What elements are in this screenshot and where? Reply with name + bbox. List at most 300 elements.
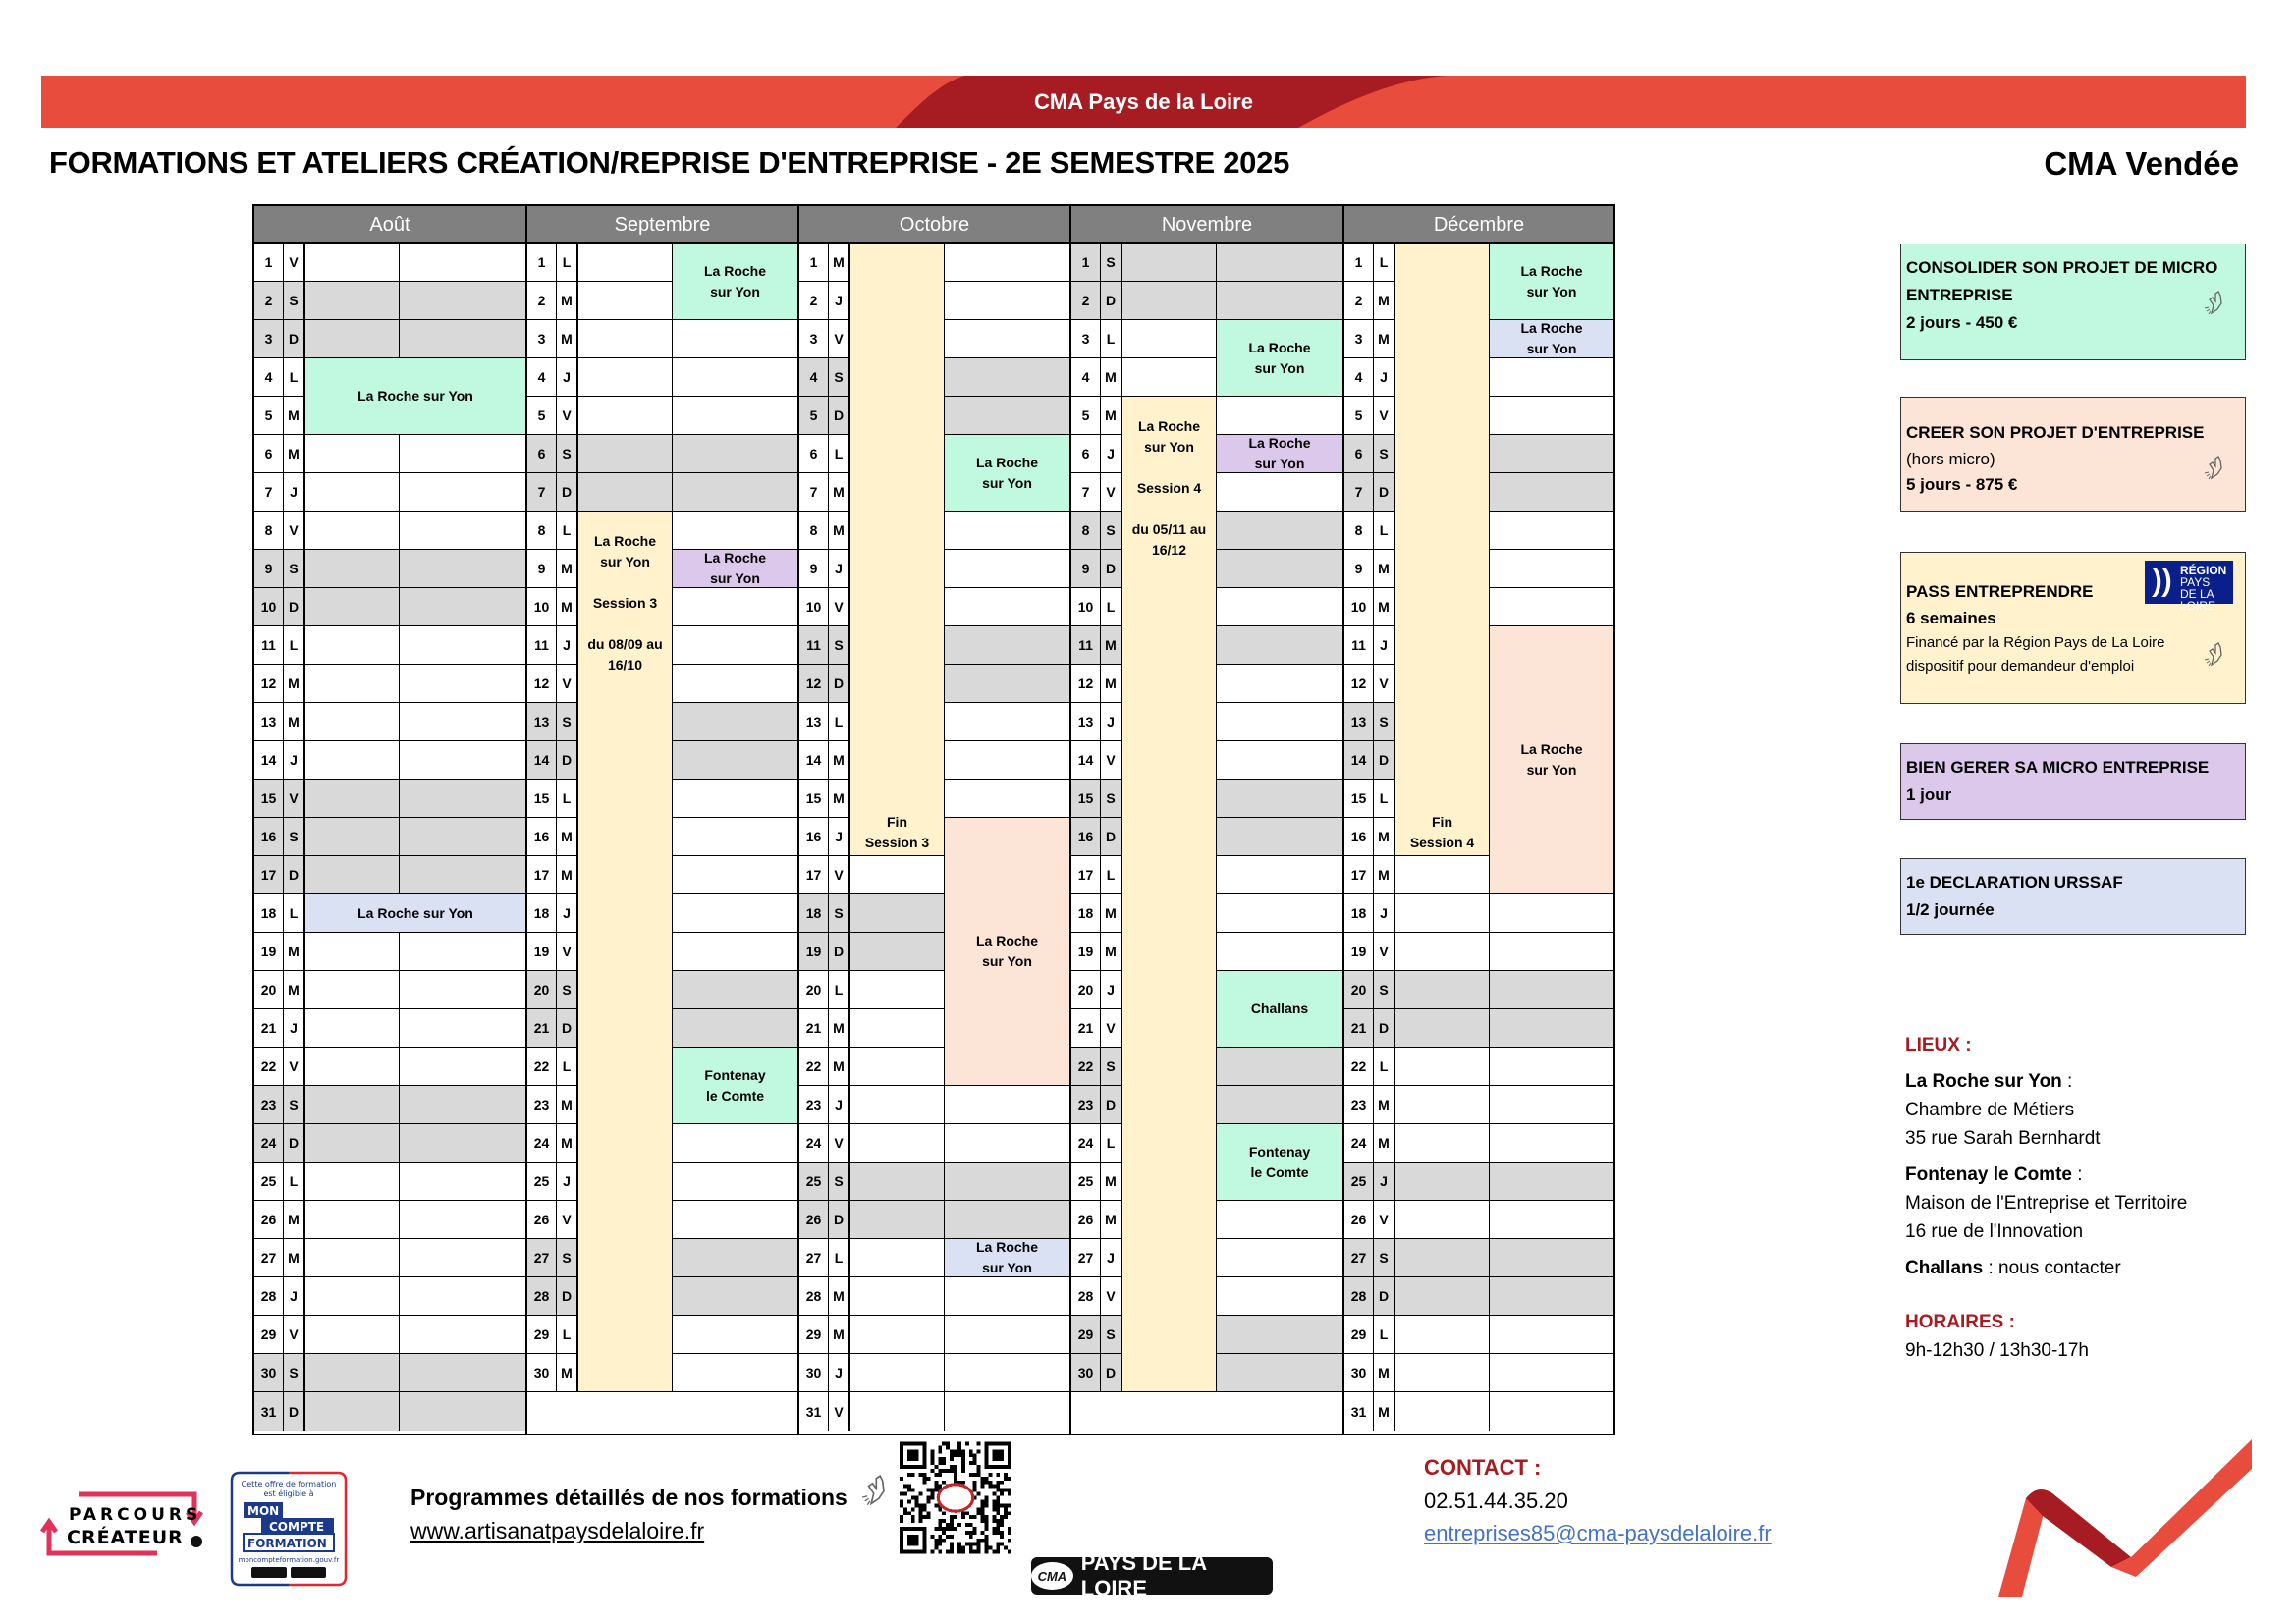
afternoon-slot[interactable]: [1217, 1048, 1342, 1085]
morning-slot[interactable]: [1395, 1124, 1490, 1162]
afternoon-slot[interactable]: [1217, 856, 1342, 893]
morning-slot[interactable]: [305, 473, 400, 511]
afternoon-slot[interactable]: [673, 1009, 797, 1047]
day-row: [254, 1316, 525, 1354]
morning-slot[interactable]: [1395, 1086, 1490, 1123]
contact-phone[interactable]: 02.51.44.35.20: [1424, 1489, 1568, 1513]
afternoon-slot[interactable]: [1490, 1124, 1613, 1162]
legend-desc-line: dispositif pour demandeur d'emploi: [1906, 658, 2135, 675]
afternoon-slot[interactable]: [945, 1277, 1069, 1315]
training-session[interactable]: [945, 818, 1069, 1086]
afternoon-slot[interactable]: [1217, 703, 1342, 740]
training-session[interactable]: [1217, 435, 1342, 473]
morning-slot[interactable]: [850, 856, 945, 893]
morning-slot[interactable]: [1395, 1316, 1490, 1353]
training-session[interactable]: [1217, 1124, 1342, 1201]
morning-slot[interactable]: [850, 1009, 945, 1047]
day-number: 25: [1344, 1163, 1374, 1200]
afternoon-slot[interactable]: [673, 741, 797, 779]
afternoon-slot[interactable]: [945, 1163, 1069, 1200]
morning-slot[interactable]: [305, 741, 400, 779]
afternoon-slot[interactable]: [945, 1392, 1069, 1431]
afternoon-slot[interactable]: [1490, 1239, 1613, 1276]
afternoon-slot[interactable]: [1490, 1277, 1613, 1315]
morning-slot[interactable]: [578, 282, 673, 319]
morning-slot[interactable]: [850, 1316, 945, 1353]
morning-slot[interactable]: [578, 397, 673, 434]
afternoon-slot[interactable]: [673, 397, 797, 434]
afternoon-slot[interactable]: [1217, 588, 1342, 625]
afternoon-slot[interactable]: [400, 741, 525, 779]
morning-slot[interactable]: [305, 1354, 400, 1391]
afternoon-slot[interactable]: [400, 282, 525, 319]
afternoon-slot[interactable]: [400, 1048, 525, 1085]
morning-slot[interactable]: [850, 1086, 945, 1123]
afternoon-slot[interactable]: [945, 244, 1069, 281]
contact-email-link[interactable]: entreprises85@cma-paysdelaloire.fr: [1424, 1521, 1772, 1545]
afternoon-slot[interactable]: [400, 1354, 525, 1391]
afternoon-slot[interactable]: [400, 1392, 525, 1431]
morning-slot[interactable]: [1395, 1201, 1490, 1238]
afternoon-slot[interactable]: [945, 282, 1069, 319]
morning-slot[interactable]: [850, 971, 945, 1008]
afternoon-slot[interactable]: [673, 665, 797, 702]
afternoon-slot[interactable]: [400, 1239, 525, 1276]
training-session[interactable]: [1490, 244, 1613, 320]
training-session[interactable]: [850, 244, 945, 856]
afternoon-slot[interactable]: [1490, 588, 1613, 625]
morning-slot[interactable]: [305, 588, 400, 625]
day-number: 7: [1071, 473, 1101, 511]
day-letter: L: [829, 435, 850, 472]
afternoon-slot[interactable]: [1217, 1354, 1342, 1391]
day-number: 4: [1071, 358, 1101, 396]
afternoon-slot[interactable]: [1490, 1201, 1613, 1238]
day-letter: J: [1374, 358, 1395, 396]
day-letter: S: [557, 703, 578, 740]
day-letter: M: [557, 1354, 578, 1391]
day-number: 7: [1344, 473, 1374, 511]
day-letter: S: [284, 818, 305, 855]
morning-slot[interactable]: [305, 282, 400, 319]
afternoon-slot[interactable]: [400, 856, 525, 893]
afternoon-slot[interactable]: [1490, 1354, 1613, 1391]
morning-slot[interactable]: [1395, 1239, 1490, 1276]
legend-consolider[interactable]: [1900, 244, 2246, 360]
afternoon-slot[interactable]: [1490, 971, 1613, 1008]
morning-slot[interactable]: [305, 1124, 400, 1162]
day-number: 10: [1344, 588, 1374, 625]
afternoon-slot[interactable]: [945, 665, 1069, 702]
afternoon-slot[interactable]: [1490, 358, 1613, 396]
afternoon-slot[interactable]: [673, 933, 797, 970]
training-session[interactable]: [1490, 626, 1613, 894]
afternoon-slot[interactable]: [673, 1354, 797, 1391]
afternoon-slot[interactable]: [400, 1316, 525, 1353]
afternoon-slot[interactable]: [945, 1086, 1069, 1123]
afternoon-slot[interactable]: [1217, 512, 1342, 549]
training-session[interactable]: [673, 1048, 797, 1124]
afternoon-slot[interactable]: [673, 1163, 797, 1200]
afternoon-slot[interactable]: [673, 358, 797, 396]
day-letter: S: [1101, 512, 1122, 549]
afternoon-slot[interactable]: [400, 473, 525, 511]
day-number: 12: [1344, 665, 1374, 702]
afternoon-slot[interactable]: [673, 626, 797, 664]
day-number: 21: [1071, 1009, 1101, 1047]
afternoon-slot[interactable]: [400, 780, 525, 817]
day-number: 23: [1071, 1086, 1101, 1123]
morning-slot[interactable]: [578, 358, 673, 396]
afternoon-slot[interactable]: [1490, 894, 1613, 932]
morning-slot[interactable]: [1395, 933, 1490, 970]
day-number: 26: [799, 1201, 829, 1238]
website-link[interactable]: www.artisanatpaysdelaloire.fr: [410, 1518, 705, 1543]
training-session[interactable]: [305, 358, 525, 435]
morning-slot[interactable]: [850, 1392, 945, 1431]
training-session[interactable]: [578, 512, 673, 1392]
day-letter: S: [1374, 703, 1395, 740]
legend-bien-gerer[interactable]: [1900, 743, 2246, 820]
legend-title: BIEN GERER SA MICRO ENTREPRISE: [1906, 758, 2210, 777]
morning-slot[interactable]: [850, 1239, 945, 1276]
afternoon-slot[interactable]: [673, 1239, 797, 1276]
afternoon-slot[interactable]: [673, 856, 797, 893]
day-number: 29: [254, 1316, 284, 1353]
morning-slot[interactable]: [305, 1239, 400, 1276]
morning-slot[interactable]: [850, 894, 945, 932]
morning-slot[interactable]: [305, 1316, 400, 1353]
afternoon-slot[interactable]: [400, 1009, 525, 1047]
morning-slot[interactable]: [850, 1048, 945, 1085]
afternoon-slot[interactable]: [1490, 550, 1613, 587]
morning-slot[interactable]: [305, 1201, 400, 1238]
afternoon-slot[interactable]: [1490, 1009, 1613, 1047]
morning-slot[interactable]: [305, 818, 400, 855]
afternoon-slot[interactable]: [400, 435, 525, 472]
day-letter: D: [1101, 1354, 1122, 1391]
training-session[interactable]: [1395, 244, 1490, 856]
morning-slot[interactable]: [1122, 320, 1217, 357]
afternoon-slot[interactable]: [1217, 473, 1342, 511]
afternoon-slot[interactable]: [1490, 512, 1613, 549]
day-number: 4: [1344, 358, 1374, 396]
afternoon-slot[interactable]: [1490, 1048, 1613, 1085]
morning-slot[interactable]: [305, 626, 400, 664]
afternoon-slot[interactable]: [945, 358, 1069, 396]
day-number: 15: [527, 780, 557, 817]
afternoon-slot[interactable]: [400, 703, 525, 740]
afternoon-slot[interactable]: [945, 1354, 1069, 1391]
afternoon-slot[interactable]: [945, 741, 1069, 779]
afternoon-slot[interactable]: [1217, 1316, 1342, 1353]
afternoon-slot[interactable]: [400, 512, 525, 549]
day-letter: D: [557, 473, 578, 511]
hours-label: HORAIRES :: [1905, 1312, 2015, 1332]
afternoon-slot[interactable]: [945, 1124, 1069, 1162]
afternoon-slot[interactable]: [400, 244, 525, 281]
morning-slot[interactable]: [1122, 244, 1217, 281]
afternoon-slot[interactable]: [400, 1124, 525, 1162]
day-number: 5: [1071, 397, 1101, 434]
morning-slot[interactable]: [1395, 971, 1490, 1008]
day-number: 17: [527, 856, 557, 893]
morning-slot[interactable]: [578, 244, 673, 281]
afternoon-slot[interactable]: [1490, 1316, 1613, 1353]
hand-click-icon[interactable]: [2204, 453, 2225, 480]
afternoon-slot[interactable]: [945, 703, 1069, 740]
day-letter: J: [1101, 971, 1122, 1008]
day-row: [254, 550, 525, 588]
calendar-table: [252, 204, 1615, 1435]
training-session[interactable]: [1490, 320, 1613, 358]
day-number: 24: [1071, 1124, 1101, 1162]
morning-slot[interactable]: [850, 933, 945, 970]
morning-slot[interactable]: [305, 512, 400, 549]
day-letter: L: [1101, 1124, 1122, 1162]
morning-slot[interactable]: [1395, 856, 1490, 893]
morning-slot[interactable]: [578, 473, 673, 511]
day-number: 23: [254, 1086, 284, 1123]
morning-slot[interactable]: [850, 1201, 945, 1238]
morning-slot[interactable]: [1395, 1354, 1490, 1391]
day-row: [254, 1124, 525, 1163]
training-session[interactable]: [1217, 971, 1342, 1048]
afternoon-slot[interactable]: [1490, 1086, 1613, 1123]
afternoon-slot[interactable]: [400, 626, 525, 664]
morning-slot[interactable]: [1395, 1009, 1490, 1047]
afternoon-slot[interactable]: [673, 818, 797, 855]
afternoon-slot[interactable]: [400, 818, 525, 855]
day-number: 28: [1071, 1277, 1101, 1315]
session-text: sur Yon: [1254, 359, 1305, 376]
afternoon-slot[interactable]: [400, 1277, 525, 1315]
morning-slot[interactable]: [305, 1392, 400, 1431]
afternoon-slot[interactable]: [673, 894, 797, 932]
hand-click-icon[interactable]: [2204, 639, 2225, 667]
afternoon-slot[interactable]: [1490, 397, 1613, 434]
day-row: [1344, 894, 1613, 933]
afternoon-slot[interactable]: [673, 588, 797, 625]
day-number: 28: [254, 1277, 284, 1315]
afternoon-slot[interactable]: [945, 320, 1069, 357]
morning-slot[interactable]: [305, 703, 400, 740]
afternoon-slot[interactable]: [673, 1124, 797, 1162]
day-number: 5: [527, 397, 557, 434]
afternoon-slot[interactable]: [673, 512, 797, 549]
afternoon-slot[interactable]: [1490, 473, 1613, 511]
day-number: 18: [799, 894, 829, 932]
legend-urssaf[interactable]: [1900, 858, 2246, 935]
month-header: Août: [254, 206, 525, 244]
day-number: 3: [1071, 320, 1101, 357]
afternoon-slot[interactable]: [400, 588, 525, 625]
legend-creer[interactable]: [1900, 397, 2246, 512]
day-letter: L: [829, 703, 850, 740]
afternoon-slot[interactable]: [945, 512, 1069, 549]
day-row: [254, 780, 525, 818]
afternoon-slot[interactable]: [1217, 397, 1342, 434]
afternoon-slot[interactable]: [1217, 780, 1342, 817]
morning-slot[interactable]: [305, 320, 400, 357]
day-row: [527, 358, 797, 397]
day-letter: V: [829, 320, 850, 357]
afternoon-slot[interactable]: [1490, 933, 1613, 970]
afternoon-slot[interactable]: [1217, 1201, 1342, 1238]
afternoon-slot[interactable]: [1217, 1239, 1342, 1276]
afternoon-slot[interactable]: [673, 1277, 797, 1315]
day-letter: M: [1101, 397, 1122, 434]
morning-slot[interactable]: [305, 665, 400, 702]
afternoon-slot[interactable]: [673, 435, 797, 472]
morning-slot[interactable]: [305, 780, 400, 817]
morning-slot[interactable]: [305, 435, 400, 472]
afternoon-slot[interactable]: [945, 1316, 1069, 1353]
morning-slot[interactable]: [305, 856, 400, 893]
mcf-line2: COMPTE: [269, 1520, 325, 1534]
day-letter: L: [557, 244, 578, 281]
afternoon-slot[interactable]: [673, 473, 797, 511]
session-text: Fontenay: [704, 1066, 766, 1083]
morning-slot[interactable]: [305, 1048, 400, 1085]
hand-click-icon[interactable]: [860, 1471, 890, 1506]
day-number: 10: [1071, 588, 1101, 625]
day-letter: S: [557, 435, 578, 472]
day-number: 21: [799, 1009, 829, 1047]
day-number: 25: [527, 1163, 557, 1200]
morning-slot[interactable]: [1395, 1277, 1490, 1315]
afternoon-slot[interactable]: [673, 971, 797, 1008]
day-letter: M: [1101, 1201, 1122, 1238]
afternoon-slot[interactable]: [400, 933, 525, 970]
afternoon-slot[interactable]: [1217, 818, 1342, 855]
afternoon-slot[interactable]: [1217, 894, 1342, 932]
morning-slot[interactable]: [850, 1124, 945, 1162]
afternoon-slot[interactable]: [1217, 933, 1342, 970]
day-number: 13: [1071, 703, 1101, 740]
afternoon-slot[interactable]: [945, 780, 1069, 817]
morning-slot[interactable]: [1395, 894, 1490, 932]
session-text: sur Yon: [982, 474, 1032, 491]
afternoon-slot[interactable]: [1217, 282, 1342, 319]
afternoon-slot[interactable]: [1490, 435, 1613, 472]
day-row: [1344, 1163, 1613, 1201]
training-session[interactable]: [945, 435, 1069, 512]
day-letter: V: [1374, 933, 1395, 970]
afternoon-slot[interactable]: [1490, 1392, 1613, 1431]
day-letter: S: [284, 550, 305, 587]
afternoon-slot[interactable]: [945, 1201, 1069, 1238]
day-row: [527, 397, 797, 435]
afternoon-slot[interactable]: [1217, 741, 1342, 779]
morning-slot[interactable]: [305, 1009, 400, 1047]
morning-slot[interactable]: [850, 1163, 945, 1200]
day-number: 21: [527, 1009, 557, 1047]
afternoon-slot[interactable]: [1217, 1086, 1342, 1123]
afternoon-slot[interactable]: [400, 971, 525, 1008]
morning-slot[interactable]: [305, 1277, 400, 1315]
morning-slot[interactable]: [1395, 1392, 1490, 1431]
training-session[interactable]: [1217, 320, 1342, 397]
training-session[interactable]: [673, 550, 797, 588]
day-letter: D: [557, 741, 578, 779]
morning-slot[interactable]: [305, 1086, 400, 1123]
day-letter: V: [284, 780, 305, 817]
afternoon-slot[interactable]: [400, 665, 525, 702]
day-number: 13: [799, 703, 829, 740]
day-number: 30: [799, 1354, 829, 1391]
day-number: 4: [527, 358, 557, 396]
training-session[interactable]: [945, 1239, 1069, 1277]
afternoon-slot[interactable]: [400, 1201, 525, 1238]
morning-slot[interactable]: [305, 550, 400, 587]
legend-pass-entreprendre[interactable]: [1900, 552, 2246, 704]
place-name: Fontenay le Comte: [1905, 1164, 2072, 1185]
training-session[interactable]: [305, 894, 525, 933]
afternoon-slot[interactable]: [945, 550, 1069, 587]
day-number: 23: [1344, 1086, 1374, 1123]
day-row: [799, 1277, 1069, 1316]
afternoon-slot[interactable]: [945, 626, 1069, 664]
afternoon-slot[interactable]: [945, 397, 1069, 434]
afternoon-slot[interactable]: [400, 550, 525, 587]
training-session[interactable]: [673, 244, 797, 320]
afternoon-slot[interactable]: [1217, 665, 1342, 702]
day-number: 11: [527, 626, 557, 664]
qr-code[interactable]: [900, 1441, 1011, 1554]
day-number: 16: [527, 818, 557, 855]
afternoon-slot[interactable]: [673, 1316, 797, 1353]
afternoon-slot[interactable]: [1217, 244, 1342, 281]
morning-slot[interactable]: [305, 244, 400, 281]
afternoon-slot[interactable]: [673, 703, 797, 740]
afternoon-slot[interactable]: [673, 780, 797, 817]
morning-slot[interactable]: [578, 435, 673, 472]
morning-slot[interactable]: [305, 1163, 400, 1200]
day-number: 20: [527, 971, 557, 1008]
morning-slot[interactable]: [1122, 358, 1217, 396]
afternoon-slot[interactable]: [1217, 1277, 1342, 1315]
month-column: [1071, 206, 1344, 1434]
day-number: 27: [1071, 1239, 1101, 1276]
afternoon-slot[interactable]: [673, 1201, 797, 1238]
day-letter: J: [557, 358, 578, 396]
afternoon-slot[interactable]: [400, 1086, 525, 1123]
training-session[interactable]: [1122, 397, 1217, 1392]
session-text: La Roche: [703, 550, 766, 566]
morning-slot[interactable]: [578, 320, 673, 357]
afternoon-slot[interactable]: [400, 1163, 525, 1200]
afternoon-slot[interactable]: [945, 588, 1069, 625]
session-text: La Roche: [975, 1239, 1038, 1255]
afternoon-slot[interactable]: [1490, 1163, 1613, 1200]
morning-slot[interactable]: [850, 1277, 945, 1315]
day-number: 6: [1071, 435, 1101, 472]
day-number: 12: [254, 665, 284, 702]
afternoon-slot[interactable]: [673, 320, 797, 357]
afternoon-slot[interactable]: [1217, 626, 1342, 664]
morning-slot[interactable]: [305, 971, 400, 1008]
morning-slot[interactable]: [1395, 1048, 1490, 1085]
morning-slot[interactable]: [1122, 282, 1217, 319]
morning-slot[interactable]: [1395, 1163, 1490, 1200]
month-header: Novembre: [1071, 206, 1342, 244]
morning-slot[interactable]: [305, 933, 400, 970]
morning-slot[interactable]: [850, 1354, 945, 1391]
afternoon-slot[interactable]: [1217, 550, 1342, 587]
hand-click-icon[interactable]: [2204, 288, 2225, 315]
afternoon-slot[interactable]: [400, 320, 525, 357]
